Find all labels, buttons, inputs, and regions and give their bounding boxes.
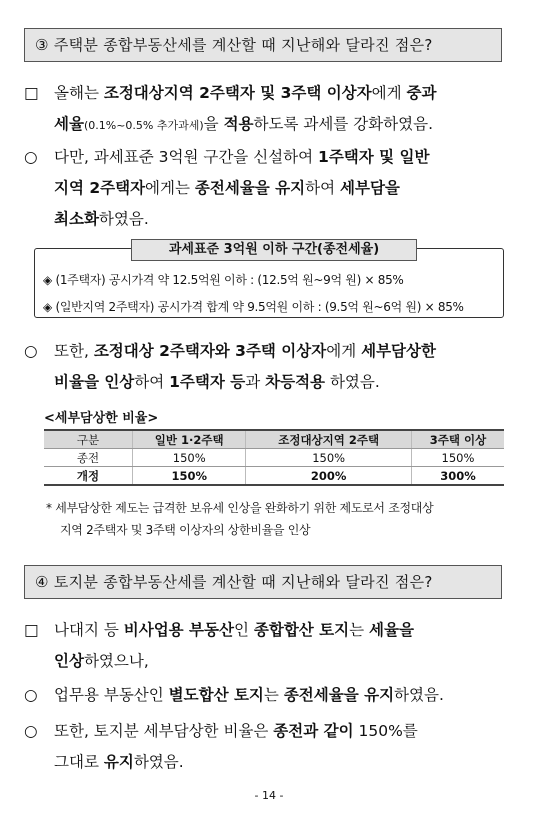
tax-cap-table-title: <세부담상한 비율>: [44, 411, 159, 426]
table-header: 구분: [44, 430, 133, 449]
section3-paragraph-2: ○ 다만, 과세표준 3억원 구간을 신설하여 1주택자 및 일반 지역 2주택자에게는 종전세율을 유지하여 세부담을 최소화하였음.: [24, 142, 510, 235]
table-cell: 150%: [133, 449, 246, 467]
table-header: 3주택 이상: [411, 430, 504, 449]
circle-bullet-icon: ○: [24, 722, 38, 740]
table-header: 조정대상지역 2주택: [246, 430, 412, 449]
table-cell: 150%: [133, 467, 246, 486]
table-row: [44, 467, 504, 486]
circle-bullet-icon: ○: [24, 148, 38, 166]
tax-base-info-box: [34, 242, 504, 318]
table-cell: 150%: [411, 449, 504, 467]
table-cell: 개정: [44, 467, 133, 486]
table-row: [44, 449, 504, 467]
table-cell: 150%: [246, 449, 412, 467]
section3-question: ③ 주택분 종합부동산세를 계산할 때 지난해와 달라진 점은?: [24, 28, 502, 62]
section4-paragraph-3: ○ 또한, 토지분 세부담상한 비율은 종전과 같이 150%를 그대로 유지하였음.: [24, 716, 510, 778]
square-bullet-icon: □: [24, 621, 39, 639]
table-header-row: [44, 430, 504, 449]
footnote: [46, 497, 508, 541]
footnote-line-2: 지역 2주택자 및 3주택 이상자의 상한비율을 인상: [60, 523, 311, 537]
section3-paragraph-3: ○ 또한, 조정대상 2주택자와 3주택 이상자에게 세부담상한 비율을 인상하여 1주택자 등과 차등적용 하였음.: [24, 336, 510, 398]
info-box-line-2: ◈ (일반지역 2주택자) 공시가격 합계 약 9.5억원 이하 : (9.5억 원~6억 원) × 85%: [43, 300, 464, 314]
section4-question: ④ 토지분 종합부동산세를 계산할 때 지난해와 달라진 점은?: [24, 565, 502, 599]
section3-paragraph-1: □ 올해는 조정대상지역 2주택자 및 3주택 이상자에게 중과 세율(0.1%~0.5% 추가과세)을 적용하도록 과세를 강화하였음.: [24, 78, 510, 141]
table-cell: 300%: [411, 467, 504, 486]
table-header: 일반 1·2주택: [133, 430, 246, 449]
circle-bullet-icon: ○: [24, 686, 38, 704]
square-bullet-icon: □: [24, 84, 39, 102]
table-cell: 종전: [44, 449, 133, 467]
info-box-line-1: ◈ (1주택자) 공시가격 약 12.5억원 이하 : (12.5억 원~9억 원) × 85%: [43, 273, 404, 287]
footnote-line-1: * 세부담상한 제도는 급격한 보유세 인상을 완화하기 위한 제도로서 조정대상: [46, 501, 434, 515]
section4-paragraph-1: □ 나대지 등 비사업용 부동산인 종합합산 토지는 세율을 인상하였으나,: [24, 615, 510, 677]
info-box-title: 과세표준 3억원 이하 구간(종전세율): [131, 239, 417, 261]
circle-bullet-icon: ○: [24, 342, 38, 360]
tax-cap-table: [44, 429, 504, 486]
table-cell: 200%: [246, 467, 412, 486]
section4-paragraph-2: ○ 업무용 부동산인 별도합산 토지는 종전세율을 유지하였음.: [24, 680, 510, 711]
page-number: - 14 -: [254, 789, 284, 802]
